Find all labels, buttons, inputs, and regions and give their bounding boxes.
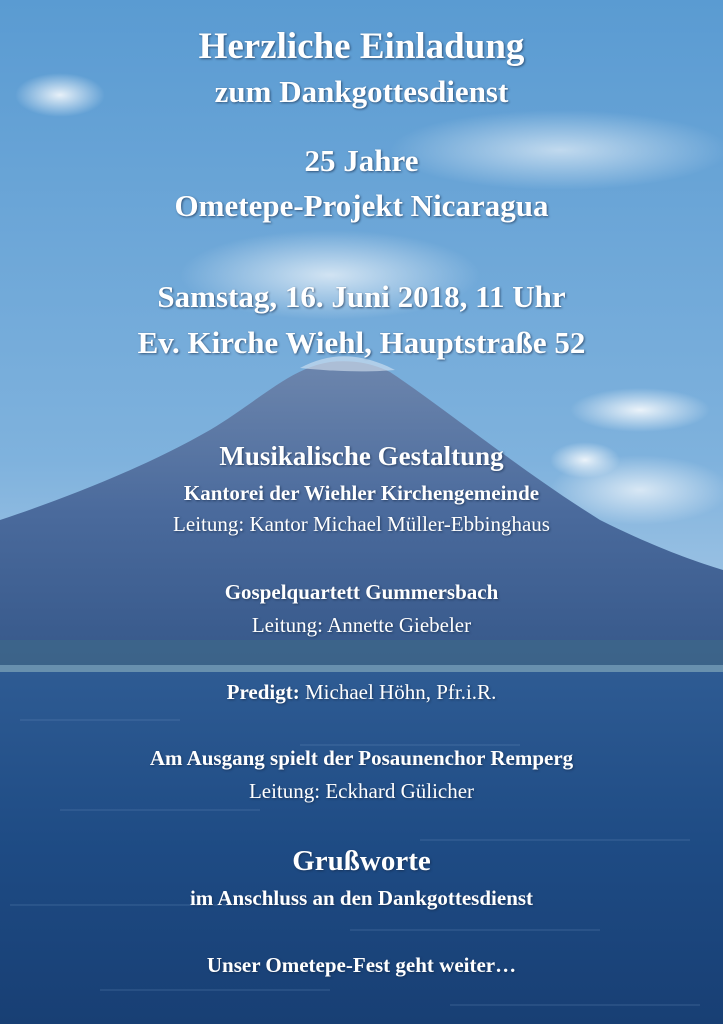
quartet-name: Gospelquartett Gummersbach	[224, 580, 499, 604]
quartet-leader: Leitung: Annette Giebeler	[251, 613, 472, 637]
music-heading: Musikalische Gestaltung	[219, 441, 504, 471]
greetings-note: im Anschluss an den Dankgottesdienst	[189, 886, 534, 910]
anniversary-years: 25 Jahre	[304, 143, 419, 178]
project-name: Ometepe-Projekt Nicaragua	[174, 188, 549, 223]
brass-leader: Leitung: Eckhard Gülicher	[248, 779, 475, 803]
invitation-subtitle: zum Dankgottesdienst	[214, 74, 509, 109]
greetings-heading: Grußworte	[292, 845, 431, 877]
choir-name: Kantorei der Wiehler Kirchengemeinde	[183, 481, 540, 505]
sermon-preacher: Michael Höhn, Pfr.i.R.	[299, 680, 497, 704]
invitation-title: Herzliche Einladung	[198, 26, 525, 67]
event-location: Ev. Kirche Wiehl, Hauptstraße 52	[137, 325, 586, 360]
sermon-label: Predigt:	[226, 680, 300, 704]
event-datetime: Samstag, 16. Juni 2018, 11 Uhr	[157, 279, 566, 314]
sermon-line	[0, 680, 723, 705]
choir-leader: Leitung: Kantor Michael Müller-Ebbinghaus	[173, 512, 550, 536]
closing-line: Unser Ometepe-Fest geht weiter…	[206, 953, 517, 977]
brass-choir: Am Ausgang spielt der Posaunenchor Remperg	[149, 746, 574, 770]
